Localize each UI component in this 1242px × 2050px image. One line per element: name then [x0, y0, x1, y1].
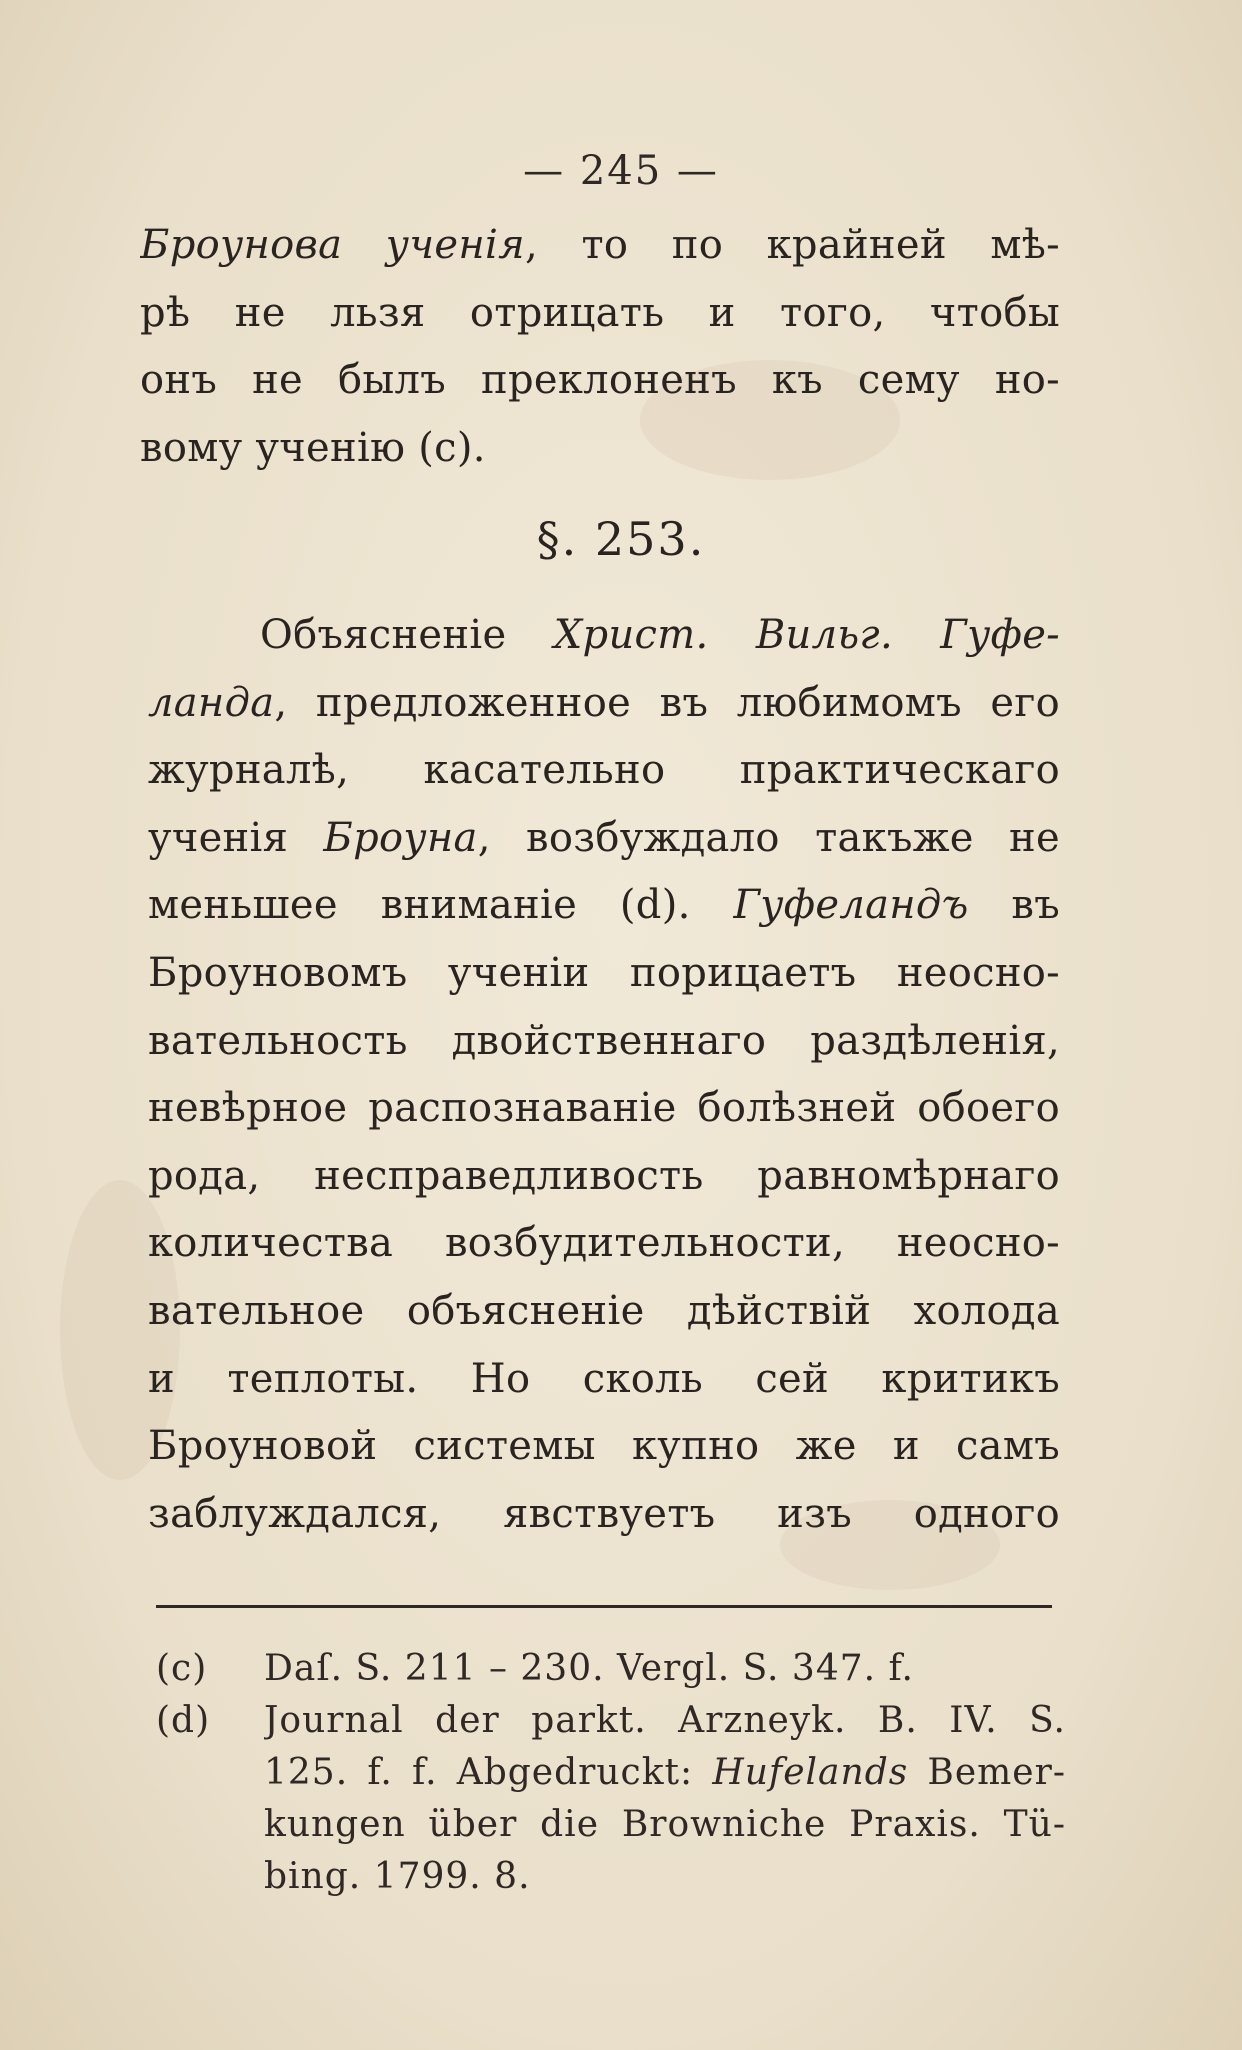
line-text: онъ не былъ преклоненъ къ сему но-: [140, 357, 1060, 404]
text-line: [148, 1008, 1060, 1076]
text-line: [148, 602, 1060, 670]
text-line: [148, 1278, 1060, 1346]
text-line: [148, 1210, 1060, 1278]
footnote-mark: (d): [156, 1700, 211, 1741]
line-text: заблуждался, явствуетъ изъ одного: [148, 1490, 1060, 1537]
line-text: меньшее вниманіе (d).: [148, 882, 734, 929]
footnote-body: [264, 1695, 1066, 1903]
section-heading: §. 253.: [536, 512, 706, 566]
line-text: и теплоты. Но сколь сей критикъ: [148, 1355, 1060, 1402]
line-text: вательное объясненіе дѣйствій холода: [148, 1287, 1060, 1334]
line-text: количества возбудительности, неосно-: [148, 1220, 1060, 1267]
footnote-c: [156, 1643, 1066, 1695]
text-line: [148, 1481, 1060, 1549]
text-line: [140, 280, 1060, 348]
line-text: Броуновой системы купно же и самъ: [148, 1423, 1060, 1470]
text-line: [148, 805, 1060, 873]
line-text: Броуновомъ ученіи порицаетъ неосно-: [148, 949, 1060, 996]
text-line: [140, 347, 1060, 415]
line-text: вательность двойственнаго раздѣленія,: [148, 1017, 1060, 1064]
main-paragraph: [148, 602, 1060, 1548]
italic-phrase: Гуфеландъ: [733, 882, 969, 929]
footnote-body: [264, 1643, 1066, 1695]
line-text: рода, несправедливость равномѣрнаго: [148, 1152, 1060, 1199]
footnotes: [156, 1643, 1066, 1903]
text-line: [148, 872, 1060, 940]
line-text: невѣрное распознаваніе болѣзней обоего: [148, 1085, 1060, 1132]
text-line: [148, 1075, 1060, 1143]
line-text: Bemer-: [908, 1752, 1066, 1793]
top-paragraph: [140, 212, 1060, 482]
text-line: [140, 415, 1060, 483]
italic-phrase: Броунова ученія: [140, 222, 525, 268]
footnote-line: bing. 1799. 8.: [264, 1856, 531, 1897]
line-text: , то по крайней мѣ-: [524, 222, 1060, 268]
line-text: журналѣ, касательно практическаго: [148, 747, 1060, 794]
footnote-mark: (c): [156, 1648, 208, 1689]
footnote-line: Daſ. S. 211 – 230. Vergl. S. 347. f.: [264, 1648, 915, 1689]
line-text: , предложенное въ любимомъ его: [274, 679, 1060, 726]
italic-phrase: Hufelands: [712, 1752, 909, 1793]
page-number: — 245 —: [523, 148, 719, 194]
text-line: [148, 1413, 1060, 1481]
line-text: Объясненіе: [260, 612, 554, 658]
text-line: [148, 1346, 1060, 1414]
italic-phrase: ланда: [148, 679, 275, 726]
text-line: [140, 212, 1060, 280]
line-text: въ: [968, 882, 1060, 929]
footnote-line: [264, 1747, 1066, 1799]
text-line: [148, 1143, 1060, 1211]
line-text: вому ученію (c).: [140, 424, 486, 471]
italic-phrase: Броуна: [323, 814, 478, 861]
italic-phrase: Христ. Вильг. Гуфе-: [553, 612, 1060, 658]
line-text: ученія: [148, 814, 324, 861]
line-text: 125. f. f. Abgedruckt:: [264, 1752, 713, 1793]
footnote-line: Journal der parkt. Arzneyk. B. IV. S.: [264, 1700, 1066, 1741]
footnote-d: [156, 1695, 1066, 1903]
footnote-divider: [156, 1605, 1052, 1608]
line-text: , возбуждало такъже не: [477, 814, 1060, 861]
text-line: [148, 940, 1060, 1008]
text-line: [148, 670, 1060, 738]
text-line: [148, 737, 1060, 805]
line-text: рѣ не льзя отрицать и того, чтобы: [140, 289, 1060, 336]
footnote-line: kungen über die Browniche Praxis. Tü-: [264, 1804, 1066, 1845]
